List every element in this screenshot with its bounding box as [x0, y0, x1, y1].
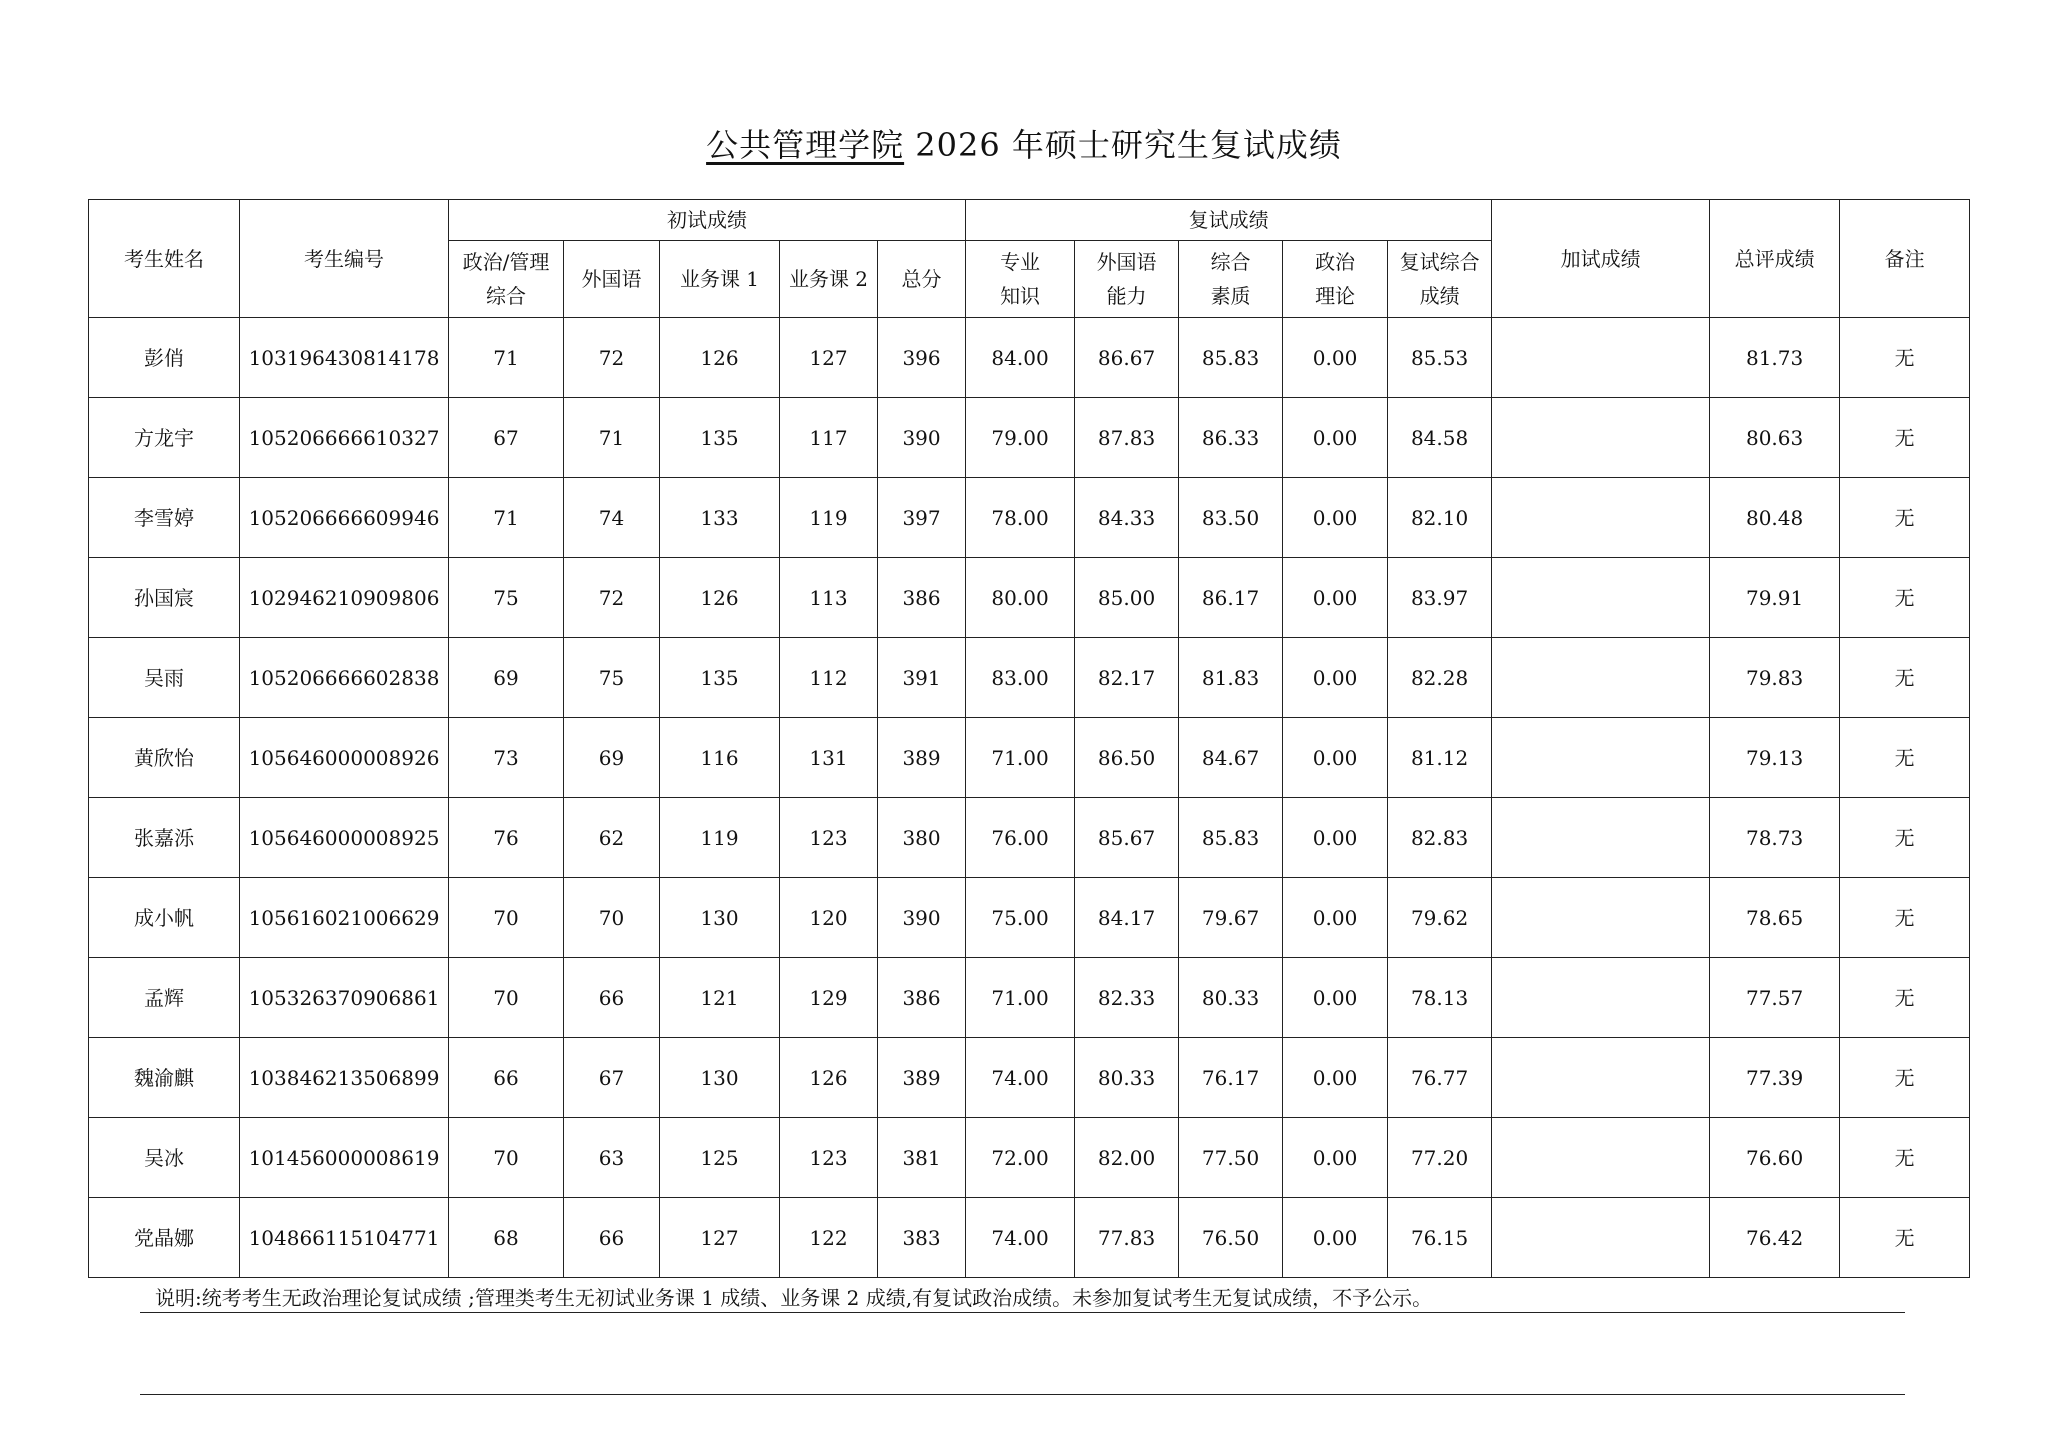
cell-extra: [1492, 958, 1710, 1038]
cell-name: 吴冰: [89, 1118, 240, 1198]
cell-retest: 82.28: [1388, 638, 1492, 718]
cell-id: 101456000008619: [240, 1118, 449, 1198]
cell-retest: 83.97: [1388, 558, 1492, 638]
cell-course1: 121: [660, 958, 780, 1038]
cell-name: 魏渝麒: [89, 1038, 240, 1118]
cell-retest: 76.77: [1388, 1038, 1492, 1118]
cell-course1: 133: [660, 478, 780, 558]
cell-pol: 0.00: [1283, 718, 1388, 798]
cell-sum: 397: [878, 478, 966, 558]
cell-foreign: 71: [564, 398, 660, 478]
cell-extra: [1492, 878, 1710, 958]
cell-id: 105206666610327: [240, 398, 449, 478]
cell-major: 79.00: [966, 398, 1075, 478]
cell-retest: 77.20: [1388, 1118, 1492, 1198]
cell-lang: 82.17: [1075, 638, 1179, 718]
cell-retest: 82.83: [1388, 798, 1492, 878]
cell-foreign: 66: [564, 1198, 660, 1278]
header-quality: 综合 素质: [1179, 241, 1283, 318]
cell-sum: 389: [878, 718, 966, 798]
cell-id: 103846213506899: [240, 1038, 449, 1118]
cell-id: 105326370906861: [240, 958, 449, 1038]
cell-pol: 0.00: [1283, 558, 1388, 638]
cell-name: 成小帆: [89, 878, 240, 958]
header-course2: 业务课 2: [780, 241, 878, 318]
header-politics: 政治/管理 综合: [449, 241, 564, 318]
cell-id: 105646000008926: [240, 718, 449, 798]
cell-foreign: 63: [564, 1118, 660, 1198]
score-table: [88, 199, 1970, 1278]
cell-total: 76.60: [1710, 1118, 1840, 1198]
cell-lang: 82.00: [1075, 1118, 1179, 1198]
cell-major: 75.00: [966, 878, 1075, 958]
cell-lang: 86.67: [1075, 318, 1179, 398]
cell-extra: [1492, 558, 1710, 638]
header-total-eval: 总评成绩: [1710, 200, 1840, 318]
cell-id: 105646000008925: [240, 798, 449, 878]
cell-total: 81.73: [1710, 318, 1840, 398]
cell-total: 79.91: [1710, 558, 1840, 638]
cell-name: 方龙宇: [89, 398, 240, 478]
cell-total: 78.65: [1710, 878, 1840, 958]
cell-major: 74.00: [966, 1198, 1075, 1278]
cell-politics: 73: [449, 718, 564, 798]
cell-id: 105616021006629: [240, 878, 449, 958]
table-row: [89, 798, 1970, 878]
footnote: 说明:统考考生无政治理论复试成绩 ;管理类考生无初试业务课 1 成绩、业务课 2 成绩,有复试政治成绩。未参加复试考生无复试成绩，不予公示。: [155, 1286, 1433, 1310]
cell-course1: 126: [660, 558, 780, 638]
cell-sum: 381: [878, 1118, 966, 1198]
cell-lang: 87.83: [1075, 398, 1179, 478]
cell-course2: 122: [780, 1198, 878, 1278]
cell-course2: 129: [780, 958, 878, 1038]
table-row: [89, 958, 1970, 1038]
cell-lang: 85.00: [1075, 558, 1179, 638]
cell-course1: 130: [660, 878, 780, 958]
cell-course1: 135: [660, 638, 780, 718]
cell-extra: [1492, 1038, 1710, 1118]
cell-politics: 75: [449, 558, 564, 638]
table-row: [89, 1118, 1970, 1198]
cell-remark: 无: [1840, 1038, 1970, 1118]
cell-course2: 123: [780, 798, 878, 878]
cell-remark: 无: [1840, 638, 1970, 718]
cell-total: 80.63: [1710, 398, 1840, 478]
cell-remark: 无: [1840, 318, 1970, 398]
divider-line: [140, 1394, 1905, 1395]
cell-foreign: 67: [564, 1038, 660, 1118]
title-rest: 2026 年硕士研究生复试成绩: [904, 126, 1342, 164]
cell-remark: 无: [1840, 798, 1970, 878]
cell-foreign: 74: [564, 478, 660, 558]
cell-name: 党晶娜: [89, 1198, 240, 1278]
header-retest-total: 复试综合 成绩: [1388, 241, 1492, 318]
cell-remark: 无: [1840, 1198, 1970, 1278]
cell-quality: 86.17: [1179, 558, 1283, 638]
cell-retest: 81.12: [1388, 718, 1492, 798]
cell-pol: 0.00: [1283, 638, 1388, 718]
table-row: [89, 1198, 1970, 1278]
cell-quality: 76.50: [1179, 1198, 1283, 1278]
cell-major: 71.00: [966, 958, 1075, 1038]
header-major: 专业 知识: [966, 241, 1075, 318]
cell-id: 102946210909806: [240, 558, 449, 638]
cell-course1: 125: [660, 1118, 780, 1198]
cell-politics: 67: [449, 398, 564, 478]
header-retest-group: 复试成绩: [966, 200, 1492, 241]
cell-total: 79.83: [1710, 638, 1840, 718]
cell-remark: 无: [1840, 1118, 1970, 1198]
cell-quality: 81.83: [1179, 638, 1283, 718]
cell-quality: 76.17: [1179, 1038, 1283, 1118]
cell-name: 张嘉泺: [89, 798, 240, 878]
cell-retest: 78.13: [1388, 958, 1492, 1038]
cell-foreign: 66: [564, 958, 660, 1038]
cell-course1: 126: [660, 318, 780, 398]
cell-remark: 无: [1840, 558, 1970, 638]
table-row: [89, 478, 1970, 558]
cell-id: 103196430814178: [240, 318, 449, 398]
cell-course1: 135: [660, 398, 780, 478]
cell-lang: 85.67: [1075, 798, 1179, 878]
cell-course1: 130: [660, 1038, 780, 1118]
cell-name: 黄欣怡: [89, 718, 240, 798]
cell-course1: 119: [660, 798, 780, 878]
cell-major: 76.00: [966, 798, 1075, 878]
cell-pol: 0.00: [1283, 1198, 1388, 1278]
header-initial-group: 初试成绩: [449, 200, 966, 241]
cell-politics: 70: [449, 958, 564, 1038]
cell-pol: 0.00: [1283, 798, 1388, 878]
cell-politics: 70: [449, 1118, 564, 1198]
cell-politics: 68: [449, 1198, 564, 1278]
cell-quality: 77.50: [1179, 1118, 1283, 1198]
cell-lang: 84.17: [1075, 878, 1179, 958]
cell-sum: 386: [878, 558, 966, 638]
cell-course2: 131: [780, 718, 878, 798]
table-row: [89, 558, 1970, 638]
cell-major: 84.00: [966, 318, 1075, 398]
cell-extra: [1492, 478, 1710, 558]
header-course1: 业务课 1: [660, 241, 780, 318]
cell-name: 吴雨: [89, 638, 240, 718]
cell-name: 李雪婷: [89, 478, 240, 558]
cell-remark: 无: [1840, 878, 1970, 958]
cell-politics: 70: [449, 878, 564, 958]
cell-quality: 85.83: [1179, 798, 1283, 878]
cell-extra: [1492, 398, 1710, 478]
cell-extra: [1492, 798, 1710, 878]
cell-pol: 0.00: [1283, 1038, 1388, 1118]
cell-extra: [1492, 718, 1710, 798]
cell-course1: 116: [660, 718, 780, 798]
header-name: 考生姓名: [89, 200, 240, 318]
cell-retest: 85.53: [1388, 318, 1492, 398]
cell-major: 78.00: [966, 478, 1075, 558]
cell-foreign: 72: [564, 318, 660, 398]
cell-course1: 127: [660, 1198, 780, 1278]
cell-sum: 391: [878, 638, 966, 718]
cell-total: 78.73: [1710, 798, 1840, 878]
cell-quality: 85.83: [1179, 318, 1283, 398]
cell-quality: 86.33: [1179, 398, 1283, 478]
cell-major: 71.00: [966, 718, 1075, 798]
cell-id: 104866115104771: [240, 1198, 449, 1278]
cell-remark: 无: [1840, 958, 1970, 1038]
cell-pol: 0.00: [1283, 958, 1388, 1038]
divider-line: [140, 1312, 1905, 1313]
header-sum: 总分: [878, 241, 966, 318]
cell-extra: [1492, 638, 1710, 718]
cell-pol: 0.00: [1283, 478, 1388, 558]
cell-total: 76.42: [1710, 1198, 1840, 1278]
cell-pol: 0.00: [1283, 1118, 1388, 1198]
header-extra: 加试成绩: [1492, 200, 1710, 318]
cell-foreign: 70: [564, 878, 660, 958]
cell-id: 105206666609946: [240, 478, 449, 558]
cell-extra: [1492, 318, 1710, 398]
cell-extra: [1492, 1198, 1710, 1278]
cell-name: 孟辉: [89, 958, 240, 1038]
cell-course2: 120: [780, 878, 878, 958]
cell-retest: 82.10: [1388, 478, 1492, 558]
cell-politics: 71: [449, 478, 564, 558]
table-row: [89, 398, 1970, 478]
cell-major: 72.00: [966, 1118, 1075, 1198]
cell-major: 83.00: [966, 638, 1075, 718]
cell-foreign: 69: [564, 718, 660, 798]
cell-course2: 117: [780, 398, 878, 478]
cell-extra: [1492, 1118, 1710, 1198]
header-id: 考生编号: [240, 200, 449, 318]
cell-name: 彭俏: [89, 318, 240, 398]
cell-total: 80.48: [1710, 478, 1840, 558]
table-row: [89, 1038, 1970, 1118]
cell-course2: 126: [780, 1038, 878, 1118]
cell-politics: 76: [449, 798, 564, 878]
table-row: [89, 718, 1970, 798]
cell-lang: 82.33: [1075, 958, 1179, 1038]
cell-sum: 389: [878, 1038, 966, 1118]
cell-quality: 84.67: [1179, 718, 1283, 798]
cell-pol: 0.00: [1283, 398, 1388, 478]
cell-retest: 84.58: [1388, 398, 1492, 478]
cell-lang: 80.33: [1075, 1038, 1179, 1118]
cell-foreign: 75: [564, 638, 660, 718]
page-title: [0, 120, 2048, 166]
cell-sum: 386: [878, 958, 966, 1038]
cell-remark: 无: [1840, 718, 1970, 798]
header-foreign: 外国语: [564, 241, 660, 318]
cell-major: 74.00: [966, 1038, 1075, 1118]
header-remark: 备注: [1840, 200, 1970, 318]
cell-retest: 76.15: [1388, 1198, 1492, 1278]
cell-remark: 无: [1840, 398, 1970, 478]
cell-foreign: 62: [564, 798, 660, 878]
cell-politics: 69: [449, 638, 564, 718]
cell-pol: 0.00: [1283, 878, 1388, 958]
cell-sum: 380: [878, 798, 966, 878]
cell-quality: 80.33: [1179, 958, 1283, 1038]
cell-course2: 127: [780, 318, 878, 398]
cell-course2: 112: [780, 638, 878, 718]
cell-politics: 66: [449, 1038, 564, 1118]
cell-foreign: 72: [564, 558, 660, 638]
title-college: 公共管理学院: [706, 126, 905, 164]
cell-quality: 79.67: [1179, 878, 1283, 958]
cell-total: 79.13: [1710, 718, 1840, 798]
cell-politics: 71: [449, 318, 564, 398]
cell-quality: 83.50: [1179, 478, 1283, 558]
cell-course2: 119: [780, 478, 878, 558]
cell-total: 77.57: [1710, 958, 1840, 1038]
cell-sum: 390: [878, 398, 966, 478]
cell-pol: 0.00: [1283, 318, 1388, 398]
cell-sum: 383: [878, 1198, 966, 1278]
table-row: [89, 638, 1970, 718]
cell-major: 80.00: [966, 558, 1075, 638]
header-lang: 外国语 能力: [1075, 241, 1179, 318]
cell-id: 105206666602838: [240, 638, 449, 718]
table-row: [89, 878, 1970, 958]
cell-lang: 86.50: [1075, 718, 1179, 798]
cell-course2: 123: [780, 1118, 878, 1198]
cell-retest: 79.62: [1388, 878, 1492, 958]
cell-course2: 113: [780, 558, 878, 638]
cell-sum: 396: [878, 318, 966, 398]
header-pol: 政治 理论: [1283, 241, 1388, 318]
cell-lang: 84.33: [1075, 478, 1179, 558]
cell-name: 孙国宸: [89, 558, 240, 638]
cell-remark: 无: [1840, 478, 1970, 558]
cell-sum: 390: [878, 878, 966, 958]
table-row: [89, 318, 1970, 398]
cell-total: 77.39: [1710, 1038, 1840, 1118]
cell-lang: 77.83: [1075, 1198, 1179, 1278]
